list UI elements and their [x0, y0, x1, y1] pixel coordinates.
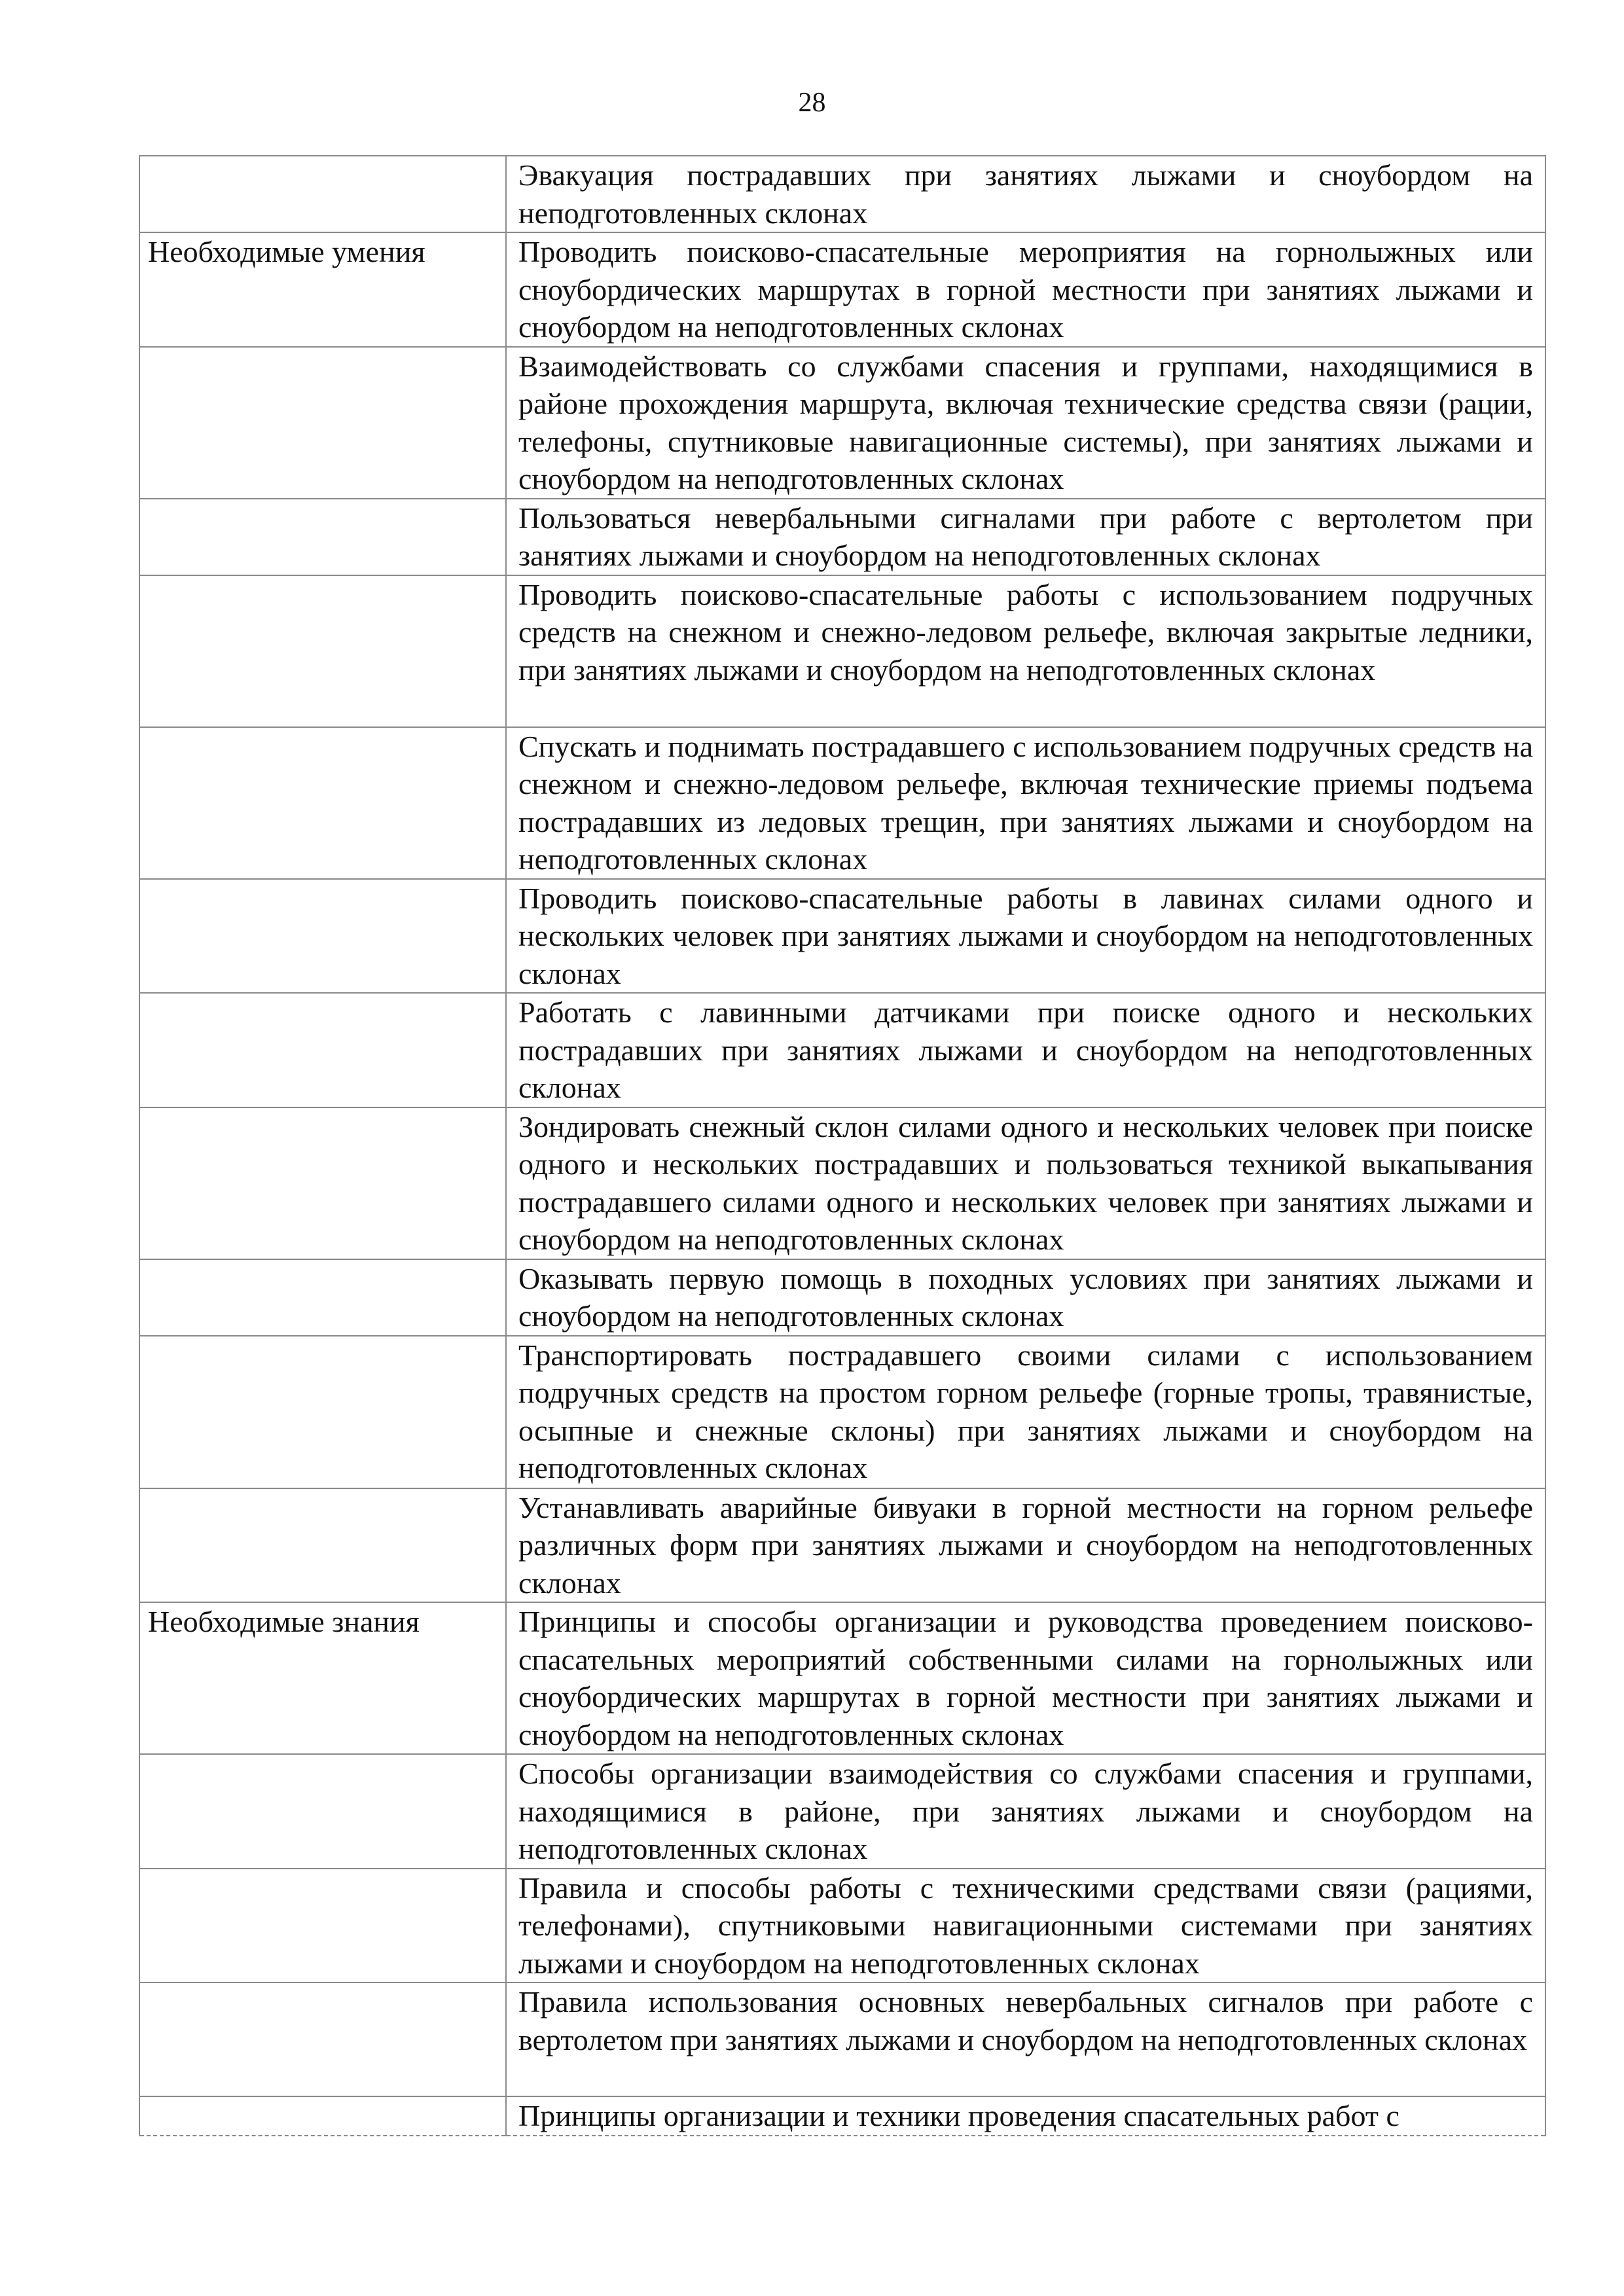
row-text-content: Проводить поисково-спасательные мероприятия на горнолыжных или сноубордических маршрутах в горной местности при занятиях лыжами и сноубордом на неподготовленных склонах [518, 235, 1533, 344]
row-text-content: Работать с лавинными датчиками при поиске одного и нескольких пострадавших при занятиях лыжами и сноубордом на неподготовленных склонах [518, 996, 1533, 1104]
row-text [506, 1869, 1545, 1983]
row-text [506, 499, 1545, 575]
row-label [139, 1488, 506, 1603]
table-row [139, 1259, 1545, 1336]
row-text-content: Принципы и способы организации и руководства проведением поисково-спасательных мероприятий собственными силами на горнолыжных или сноубордических маршрутах в горной местности при занятиях лыжами и сноубордом на неподготовленных склонах [518, 1605, 1533, 1751]
row-label [139, 1107, 506, 1259]
row-text [506, 575, 1545, 727]
row-text-content: Эвакуация пострадавших при занятиях лыжами и сноубордом на неподготовленных склонах [518, 158, 1533, 230]
row-text [506, 232, 1545, 347]
row-text [506, 347, 1545, 499]
table-row [139, 1488, 1545, 1603]
table-row [139, 156, 1545, 232]
table-row [139, 1754, 1545, 1869]
row-text-content: Правила и способы работы с техническими средствами связи (рациями, телефонами), спутниковыми навигационными системами при занятиях лыжами и сноубордом на неподготовленных склонах [518, 1871, 1533, 1980]
row-label [139, 1754, 506, 1869]
row-text [506, 727, 1545, 879]
row-label [139, 1336, 506, 1488]
row-label [139, 1869, 506, 1983]
row-text-content: Взаимодействовать со службами спасения и группами, находящимися в районе прохождения маршрута, включая технические средства связи (рации, телефоны, спутниковые навигационные системы), при занятиях лыжами и сноубордом на неподготовленных склонах [518, 349, 1533, 495]
row-text [506, 2096, 1545, 2136]
table-row [139, 347, 1545, 499]
table-row [139, 727, 1545, 879]
row-text-content: Транспортировать пострадавшего своими силами с использованием подручных средств на простом горном рельефе (горные тропы, травянистые, осыпные и снежные склоны) при занятиях лыжами и сноубордом на неподготовленных склонах [518, 1338, 1533, 1484]
row-text [506, 1488, 1545, 1603]
row-text [506, 156, 1545, 232]
table-row [139, 993, 1545, 1107]
row-text [506, 993, 1545, 1107]
table-row [139, 1107, 1545, 1259]
row-text [506, 1107, 1545, 1259]
row-text-content: Правила использования основных невербальных сигналов при работе с вертолетом при занятиях лыжами и сноубордом на неподготовленных склонах [518, 1985, 1533, 2056]
row-text-content: Проводить поисково-спасательные работы с использованием подручных средств на снежном и снежно-ледовом рельефе, включая закрытые ледники, при занятиях лыжами и сноубордом на неподготовленных склонах [518, 577, 1533, 687]
row-label [139, 1982, 506, 2096]
table-row [139, 1869, 1545, 1983]
row-text [506, 1754, 1545, 1869]
row-label [139, 499, 506, 575]
row-text-content: Принципы организации и техники проведения спасательных работ с [518, 2099, 1399, 2132]
table-row [139, 879, 1545, 994]
row-label [139, 727, 506, 879]
row-text-content: Устанавливать аварийные бивуаки в горной местности на горном рельефе различных форм при занятиях лыжами и сноубордом на неподготовленных склонах [518, 1490, 1533, 1600]
table-row [139, 2096, 1545, 2136]
row-text-content: Способы организации взаимодействия со службами спасения и группами, находящимися в районе, при занятиях лыжами и сноубордом на неподготовленных склонах [518, 1757, 1533, 1865]
page-number: 28 [798, 88, 826, 118]
row-label [139, 156, 506, 232]
row-text-content: Спускать и поднимать пострадавшего с использованием подручных средств на снежном и снежно-ледовом рельефе, включая технические приемы подъема пострадавших из ледовых трещин, при занятиях лыжами и сноубордом на неподготовленных склонах [518, 729, 1533, 876]
table-row [139, 1336, 1545, 1488]
table-row [139, 575, 1545, 727]
row-text [506, 879, 1545, 994]
competency-table [139, 155, 1546, 2136]
table-row [139, 232, 1545, 347]
row-text [506, 1602, 1545, 1754]
row-text-content: Проводить поисково-спасательные работы в лавинах силами одного и нескольких человек при занятиях лыжами и сноубордом на неподготовленных склонах [518, 881, 1533, 990]
row-text [506, 1982, 1545, 2096]
row-label [139, 347, 506, 499]
row-text-content: Зондировать снежный склон силами одного и нескольких человек при поиске одного и нескольких пострадавших и пользоваться техникой выкапывания пострадавшего силами одного и нескольких человек при занятиях лыжами и сноубордом на неподготовленных склонах [518, 1109, 1533, 1256]
row-label [139, 2096, 506, 2136]
table-row [139, 499, 1545, 575]
table-row [139, 1982, 1545, 2096]
row-label [139, 879, 506, 994]
row-text-content: Оказывать первую помощь в походных условиях при занятиях лыжами и сноубордом на неподготовленных склонах [518, 1261, 1533, 1333]
row-label: Необходимые знания [139, 1602, 506, 1754]
row-label [139, 575, 506, 727]
row-label: Необходимые умения [139, 232, 506, 347]
table-row [139, 1602, 1545, 1754]
row-text-content: Пользоваться невербальными сигналами при работе с вертолетом при занятиях лыжами и сноубордом на неподготовленных склонах [518, 501, 1533, 572]
row-label [139, 993, 506, 1107]
row-label [139, 1259, 506, 1336]
row-text [506, 1259, 1545, 1336]
row-text [506, 1336, 1545, 1488]
